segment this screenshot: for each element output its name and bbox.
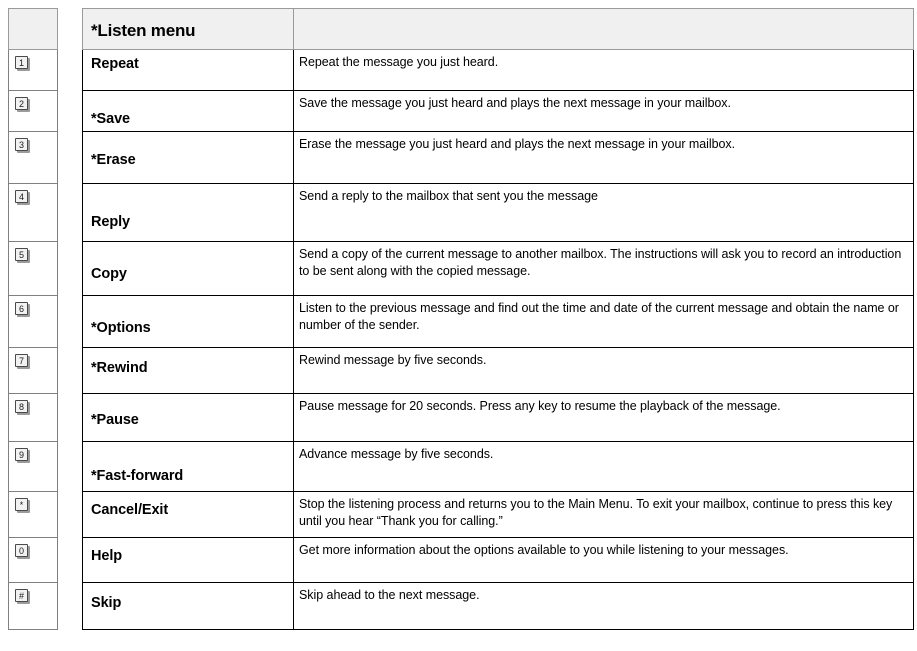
header-description-label	[294, 9, 913, 30]
keypad-key-5-icon[interactable]: 5	[15, 248, 28, 261]
menu-item-label: Cancel/Exit	[91, 502, 169, 518]
menu-label-cell	[83, 296, 294, 348]
keypad-key-star-icon[interactable]: *	[15, 498, 28, 511]
table-row	[83, 50, 914, 91]
keypad-key-2-icon[interactable]: 2	[15, 97, 28, 110]
table-row	[83, 242, 914, 296]
menu-item-description: Advance message by five seconds.	[299, 447, 494, 461]
menu-description-cell	[294, 242, 914, 296]
keypad-key-hash-icon[interactable]: #	[15, 589, 28, 602]
menu-description-cell	[294, 348, 914, 394]
table-row	[83, 348, 914, 394]
keypad-cell-inner	[9, 132, 57, 156]
keypad-cell-0	[9, 538, 58, 583]
keypad-cell-5	[9, 242, 58, 296]
keypad-row	[9, 394, 58, 442]
page-title: *Listen menu	[91, 21, 196, 40]
header-cell-description	[294, 9, 914, 50]
keypad-cell-8	[9, 394, 58, 442]
menu-description-cell	[294, 91, 914, 132]
keypad-row	[9, 583, 58, 630]
keypad-key-column-body	[9, 9, 58, 630]
keypad-cell-9	[9, 442, 58, 492]
menu-label-cell	[83, 492, 294, 538]
menu-item-label: *Options	[91, 320, 151, 336]
keypad-header-spacer	[9, 9, 57, 33]
keypad-cell-7	[9, 348, 58, 394]
keypad-cell-4	[9, 184, 58, 242]
keypad-key-6-icon[interactable]: 6	[15, 302, 28, 315]
keypad-cell-inner	[9, 296, 57, 320]
keypad-key-3-icon[interactable]: 3	[15, 138, 28, 151]
keypad-row	[9, 492, 58, 538]
menu-item-description: Send a reply to the mailbox that sent you the message	[299, 189, 598, 203]
menu-description-cell	[294, 583, 914, 630]
keypad-cell-inner	[9, 538, 57, 562]
listen-menu-table-body	[83, 9, 914, 630]
table-row	[83, 442, 914, 492]
keypad-key-9-icon[interactable]: 9	[15, 448, 28, 461]
keypad-cell-inner	[9, 348, 57, 372]
keypad-cell-inner	[9, 394, 57, 418]
keypad-cell-inner	[9, 242, 57, 266]
keypad-row	[9, 50, 58, 91]
menu-item-label: Help	[91, 548, 123, 564]
keypad-row	[9, 132, 58, 184]
menu-label-cell	[83, 242, 294, 296]
menu-label-cell	[83, 583, 294, 630]
keypad-cell-inner	[9, 442, 57, 466]
menu-item-label: Copy	[91, 266, 127, 282]
menu-item-description: Send a copy of the current message to another mailbox. The instructions will ask you to record an introduction to be sent along with the copied message.	[299, 247, 902, 278]
menu-label-cell	[83, 91, 294, 132]
menu-label-cell	[83, 184, 294, 242]
menu-item-label: *Rewind	[91, 360, 148, 376]
menu-label-cell	[83, 348, 294, 394]
menu-item-description: Stop the listening process and returns you to the Main Menu. To exit your mailbox, continue to press this key until you hear “Thank you for calling.”	[299, 497, 893, 528]
table-row	[83, 296, 914, 348]
menu-item-description: Pause message for 20 seconds. Press any key to resume the playback of the message.	[299, 399, 781, 413]
menu-description-cell	[294, 184, 914, 242]
keypad-header-cell	[9, 9, 58, 50]
menu-description-cell	[294, 394, 914, 442]
menu-item-label: *Save	[91, 111, 131, 127]
keypad-key-0-icon[interactable]: 0	[15, 544, 28, 557]
keypad-row	[9, 442, 58, 492]
keypad-cell-inner	[9, 583, 57, 607]
menu-item-label: Repeat	[91, 56, 139, 72]
keypad-row	[9, 296, 58, 348]
table-row	[83, 394, 914, 442]
keypad-key-8-icon[interactable]: 8	[15, 400, 28, 413]
keypad-row	[9, 242, 58, 296]
keypad-row	[9, 184, 58, 242]
menu-item-label: Reply	[91, 214, 130, 230]
table-row	[83, 91, 914, 132]
table-row	[83, 132, 914, 184]
header-cell-menu-title	[83, 9, 294, 50]
menu-item-label: *Fast-forward	[91, 468, 184, 484]
menu-description-cell	[294, 50, 914, 91]
keypad-cell-2	[9, 91, 58, 132]
keypad-cell-inner	[9, 492, 57, 516]
keypad-key-4-icon[interactable]: 4	[15, 190, 28, 203]
menu-item-label: Skip	[91, 595, 122, 611]
table-header-row	[83, 9, 914, 50]
menu-description-cell	[294, 296, 914, 348]
menu-item-description: Skip ahead to the next message.	[299, 588, 480, 602]
keypad-cell-hash	[9, 583, 58, 630]
table-row	[83, 184, 914, 242]
menu-description-cell	[294, 442, 914, 492]
table-row	[83, 538, 914, 583]
menu-item-description: Listen to the previous message and find out the time and date of the current message and obtain the name or number of the sender.	[299, 301, 899, 332]
keypad-cell-inner	[9, 91, 57, 115]
keypad-key-7-icon[interactable]: 7	[15, 354, 28, 367]
menu-description-cell	[294, 538, 914, 583]
menu-item-label: *Erase	[91, 152, 136, 168]
menu-item-description: Save the message you just heard and plays the next message in your mailbox.	[299, 96, 731, 110]
menu-description-cell	[294, 132, 914, 184]
menu-label-cell	[83, 394, 294, 442]
menu-item-label: *Pause	[91, 412, 139, 428]
menu-description-cell	[294, 492, 914, 538]
menu-item-description: Repeat the message you just heard.	[299, 55, 499, 69]
menu-label-cell	[83, 50, 294, 91]
menu-label-cell	[83, 538, 294, 583]
menu-label-cell	[83, 442, 294, 492]
keypad-row	[9, 91, 58, 132]
keypad-cell-1	[9, 50, 58, 91]
keypad-cell-inner	[9, 184, 57, 208]
keypad-key-column-table	[8, 8, 58, 630]
keypad-cell-inner	[9, 50, 57, 74]
menu-item-description: Rewind message by five seconds.	[299, 353, 487, 367]
keypad-cell-6	[9, 296, 58, 348]
keypad-row	[9, 348, 58, 394]
keypad-cell-3	[9, 132, 58, 184]
listen-menu-table	[82, 8, 914, 630]
keypad-header-row	[9, 9, 58, 50]
keypad-row	[9, 538, 58, 583]
menu-label-cell	[83, 132, 294, 184]
menu-item-description: Get more information about the options available to you while listening to your messages.	[299, 543, 789, 557]
menu-item-description: Erase the message you just heard and plays the next message in your mailbox.	[299, 137, 736, 151]
keypad-cell-star	[9, 492, 58, 538]
table-row	[83, 492, 914, 538]
table-row	[83, 583, 914, 630]
keypad-key-1-icon[interactable]: 1	[15, 56, 28, 69]
